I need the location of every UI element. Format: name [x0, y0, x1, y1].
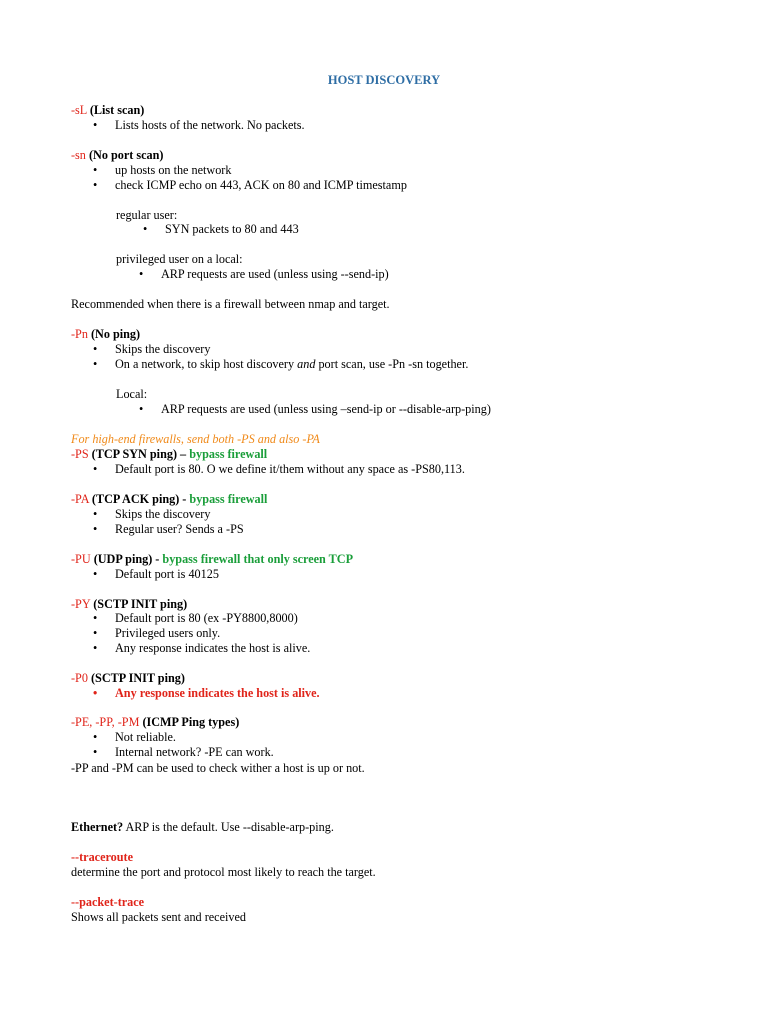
pn-local-bullet — [139, 402, 491, 417]
pa-flag: -PA — [71, 492, 89, 506]
pa-heading — [71, 492, 267, 507]
sl-flag: -sL — [71, 103, 87, 117]
pe-bullet-1 — [93, 730, 176, 745]
bullet-text: Privileged users only. — [115, 626, 221, 640]
bullet-icon: • — [93, 745, 98, 759]
pu-bypass-note: bypass firewall that only screen TCP — [162, 552, 354, 566]
recommended-text: Recommended when there is a firewall between nmap and target. — [71, 297, 390, 311]
bullet-icon: • — [93, 118, 98, 132]
bullet-text: SYN packets to 80 and 443 — [165, 222, 299, 236]
bullet-text: Lists hosts of the network. No packets. — [115, 118, 305, 132]
pn-bullet-1 — [93, 342, 210, 357]
ps-name: (TCP SYN ping) – — [91, 447, 187, 461]
p0-bullet-1 — [93, 686, 320, 701]
bullet-text: up hosts on the network — [115, 163, 232, 177]
bullet-icon: • — [143, 222, 148, 236]
pu-name: (UDP ping) - — [93, 552, 160, 566]
ethernet-label: Ethernet? — [71, 820, 124, 834]
bullet-text: Any response indicates the host is alive. — [115, 686, 320, 700]
packet-trace-text: Shows all packets sent and received — [71, 910, 246, 924]
py-flag: -PY — [71, 597, 91, 611]
bullet-text: Regular user? Sends a -PS — [115, 522, 244, 536]
p0-name: (SCTP INIT ping) — [90, 671, 185, 685]
page-title: HOST DISCOVERY — [327, 73, 441, 87]
bullet-icon: • — [93, 507, 98, 521]
ps-flag: -PS — [71, 447, 89, 461]
bullet-icon: • — [93, 462, 98, 476]
sn-bullet-2 — [93, 178, 407, 193]
bullet-text: Default port is 80. O we define it/them without any space as -PS80,113. — [115, 462, 465, 476]
pe-flag: -PE, -PP, -PM — [71, 715, 140, 729]
sn-name: (No port scan) — [88, 148, 164, 162]
bullet-icon: • — [93, 641, 98, 655]
p0-heading — [71, 671, 185, 686]
bullet-text-post: port scan, use -Pn -sn together. — [315, 357, 469, 371]
pu-flag: -PU — [71, 552, 91, 566]
sl-bullet-1 — [93, 118, 305, 133]
bullet-icon: • — [139, 267, 144, 281]
bullet-text: check ICMP echo on 443, ACK on 80 and ICMP timestamp — [115, 178, 407, 192]
pn-heading — [71, 327, 140, 342]
bullet-icon: • — [93, 163, 98, 177]
pn-bullet-2 — [93, 357, 468, 372]
pe-heading — [71, 715, 239, 730]
pa-bullet-1 — [93, 507, 210, 522]
sn-priv-bullet — [139, 267, 389, 282]
bullet-text: Default port is 80 (ex -PY8800,8000) — [115, 611, 298, 625]
bullet-text: Skips the discovery — [115, 342, 211, 356]
bullet-text: ARP requests are used (unless using –send-ip or --disable-arp-ping) — [161, 402, 491, 416]
bullet-icon: • — [139, 402, 144, 416]
ps-bypass-note: bypass firewall — [189, 447, 268, 461]
pu-heading — [71, 552, 353, 567]
bullet-text: ARP requests are used (unless using --send-ip) — [161, 267, 389, 281]
pa-bullet-2 — [93, 522, 244, 537]
bullet-icon: • — [93, 342, 98, 356]
traceroute-flag: --traceroute — [71, 850, 134, 864]
py-name: (SCTP INIT ping) — [93, 597, 188, 611]
ps-heading — [71, 447, 267, 462]
pu-bullet-1 — [93, 567, 219, 582]
bullet-text: Default port is 40125 — [115, 567, 219, 581]
ps-bullet-1 — [93, 462, 465, 477]
p0-flag: -P0 — [71, 671, 88, 685]
sn-heading — [71, 148, 163, 163]
bullet-icon: • — [93, 626, 98, 640]
pe-after-text: -PP and -PM can be used to check wither a host is up or not. — [71, 761, 365, 775]
py-heading — [71, 597, 187, 612]
sn-regular-label: regular user: — [116, 208, 178, 222]
pa-name: (TCP ACK ping) - — [91, 492, 187, 506]
traceroute-text: determine the port and protocol most likely to reach the target. — [71, 865, 376, 879]
ethernet-text: ARP is the default. Use --disable-arp-ping. — [123, 820, 334, 834]
bullet-icon: • — [93, 178, 98, 192]
bullet-text: Any response indicates the host is alive. — [115, 641, 311, 655]
bullet-icon: • — [93, 730, 98, 744]
pe-name: (ICMP Ping types) — [142, 715, 240, 729]
py-bullet-2 — [93, 626, 220, 641]
pn-flag: -Pn — [71, 327, 88, 341]
packet-trace-flag: --packet-trace — [71, 895, 145, 909]
pn-local-label: Local: — [116, 387, 148, 401]
sl-name: (List scan) — [89, 103, 145, 117]
bullet-text: Skips the discovery — [115, 507, 211, 521]
bullet-icon: • — [93, 567, 98, 581]
firewall-note: For high-end firewalls, send both -PS and also -PA — [71, 432, 320, 446]
bullet-text: Not reliable. — [115, 730, 176, 744]
bullet-icon: • — [93, 522, 98, 536]
bullet-text: Internal network? -PE can work. — [115, 745, 274, 759]
pa-bypass-note: bypass firewall — [189, 492, 268, 506]
bullet-icon: • — [93, 357, 98, 371]
sn-priv-label: privileged user on a local: — [116, 252, 243, 266]
ethernet-line — [71, 820, 334, 835]
py-bullet-1 — [93, 611, 298, 626]
pe-bullet-2 — [93, 745, 274, 760]
bullet-text-emphasis: and — [297, 357, 316, 371]
sl-heading — [71, 103, 144, 118]
bullet-text-pre: On a network, to skip host discovery — [115, 357, 298, 371]
bullet-icon: • — [93, 686, 98, 700]
bullet-icon: • — [93, 611, 98, 625]
py-bullet-3 — [93, 641, 310, 656]
sn-flag: -sn — [71, 148, 86, 162]
sn-regular-bullet — [143, 222, 299, 237]
sn-bullet-1 — [93, 163, 231, 178]
pn-name: (No ping) — [90, 327, 141, 341]
